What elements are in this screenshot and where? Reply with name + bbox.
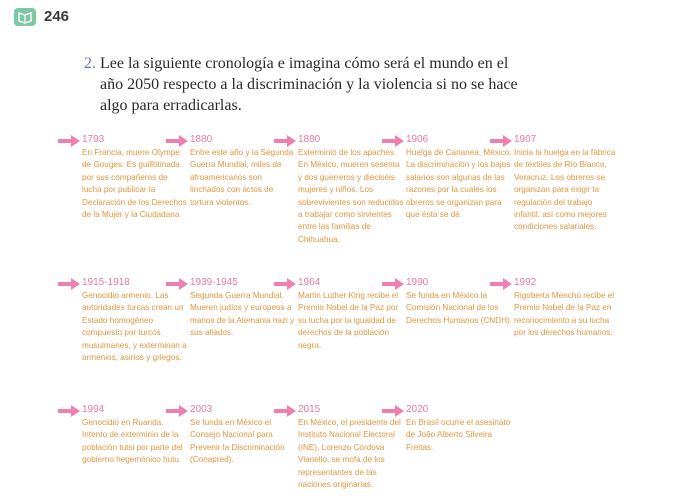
- arrow-right-icon: [490, 135, 512, 147]
- timeline-year: 1906: [406, 134, 429, 145]
- timeline-text: En México, el presidente del Instituto Nacional Electoral (INE), Lorenzo Córdova Vianello, se mofa de los representantes de las naciones originarias.: [298, 418, 401, 490]
- timeline-year: 2015: [298, 404, 321, 415]
- arrow-right-icon: [58, 278, 80, 290]
- arrow-right-icon: [274, 135, 296, 147]
- timeline-text: Genocidio en Ruanda. Intento de exterminio de la población tutsi por parte del gobierno hegemónico hutu.: [82, 418, 183, 465]
- timeline-year: 1880: [298, 134, 321, 145]
- page-icon: [14, 8, 36, 26]
- question-number: 2.: [84, 55, 96, 72]
- timeline-text: Rigoberta Menchú recibe el Premio Nobel de la Paz en reconocimiento a su lucha por los derechos humanos.: [514, 291, 615, 338]
- timeline-year: 1880: [190, 134, 213, 145]
- timeline-text: Genocidio armenio. Las autoridades turcas crean un Estado homogéneo compuesto por turcos musulmanes, y exterminan a armenios, asirios y griegos.: [82, 291, 187, 363]
- arrow-right-icon: [166, 405, 188, 417]
- timeline-year: 1994: [82, 404, 105, 415]
- arrow-right-icon: [166, 278, 188, 290]
- timeline-year: 1907: [514, 134, 537, 145]
- timeline-text: En Brasil ocurre el asesinato de João Alberto Silveira Freitas.: [406, 418, 511, 452]
- timeline-year: 1990: [406, 277, 429, 288]
- timeline-grid: [58, 133, 698, 498]
- timeline-text: Segunda Guerra Mundial. Mueren judíos y europeos a manos de la Alemania nazi y sus aliados.: [190, 291, 295, 338]
- timeline-text: Inicia la huelga en la fábrica de textiles de Río Blanco, Veracruz. Los obreros se organizan para exigir la regulación del trabajo infantil, así como mejores condiciones salariales.: [514, 148, 616, 232]
- arrow-right-icon: [58, 135, 80, 147]
- timeline-year: 1939-1945: [190, 277, 238, 288]
- question-text: Lee la siguiente cronología e imagina cómo será el mundo en el año 2050 respecto a la discriminación y la violencia si no se hace algo para erradicarlas.: [100, 55, 518, 114]
- timeline-text: Entre este año y la Segunda Guerra Mundial, miles de afroamericanos son linchados con actos de tortura violentos.: [190, 148, 294, 207]
- timeline-text: Huelga de Cananea, México. La discriminación y los bajos salarios son algunas de las razones por la cuales los obreros se organizan para que ésta se dé.: [406, 148, 512, 220]
- arrow-right-icon: [166, 135, 188, 147]
- arrow-right-icon: [58, 405, 80, 417]
- page-number: 246: [44, 8, 70, 25]
- arrow-right-icon: [274, 405, 296, 417]
- timeline-year: 1992: [514, 277, 537, 288]
- arrow-right-icon: [490, 278, 512, 290]
- timeline-text: Se funda en México la Comisión Nacional de los Derechos Humanos (CNDH).: [406, 291, 513, 325]
- arrow-right-icon: [382, 135, 404, 147]
- arrow-right-icon: [274, 278, 296, 290]
- timeline-year: 2020: [406, 404, 429, 415]
- timeline-text: En Francia, muere Olympe de Gouges. Es guillotinada por sus compañeros de lucha por publicar la Declaración de los Derechos de la Mujer y la Ciudadana: [82, 148, 187, 220]
- timeline-year: 1964: [298, 277, 321, 288]
- timeline-text: Martin Luther King recibe el Premio Nobel de la Paz por su lucha por la igualdad de derechos de la población negra.: [298, 291, 399, 350]
- question: [84, 53, 524, 116]
- book-icon: [17, 10, 33, 24]
- timeline-text: Se funda en México el Consejo Nacional para Prevenir la Discriminación (Conapred).: [190, 418, 285, 465]
- arrow-right-icon: [382, 405, 404, 417]
- arrow-right-icon: [382, 278, 404, 290]
- timeline-year: 2003: [190, 404, 213, 415]
- timeline-year: 1915-1918: [82, 277, 130, 288]
- timeline-text: Exterminio de los apaches. En México, mueren sesenta y dos guerreros y dieciséis mujeres y niños. Los sobrevivientes son reducidos a trabajar como sirvientes entre las familias de Chihuahua.: [298, 148, 404, 244]
- timeline-year: 1793: [82, 134, 105, 145]
